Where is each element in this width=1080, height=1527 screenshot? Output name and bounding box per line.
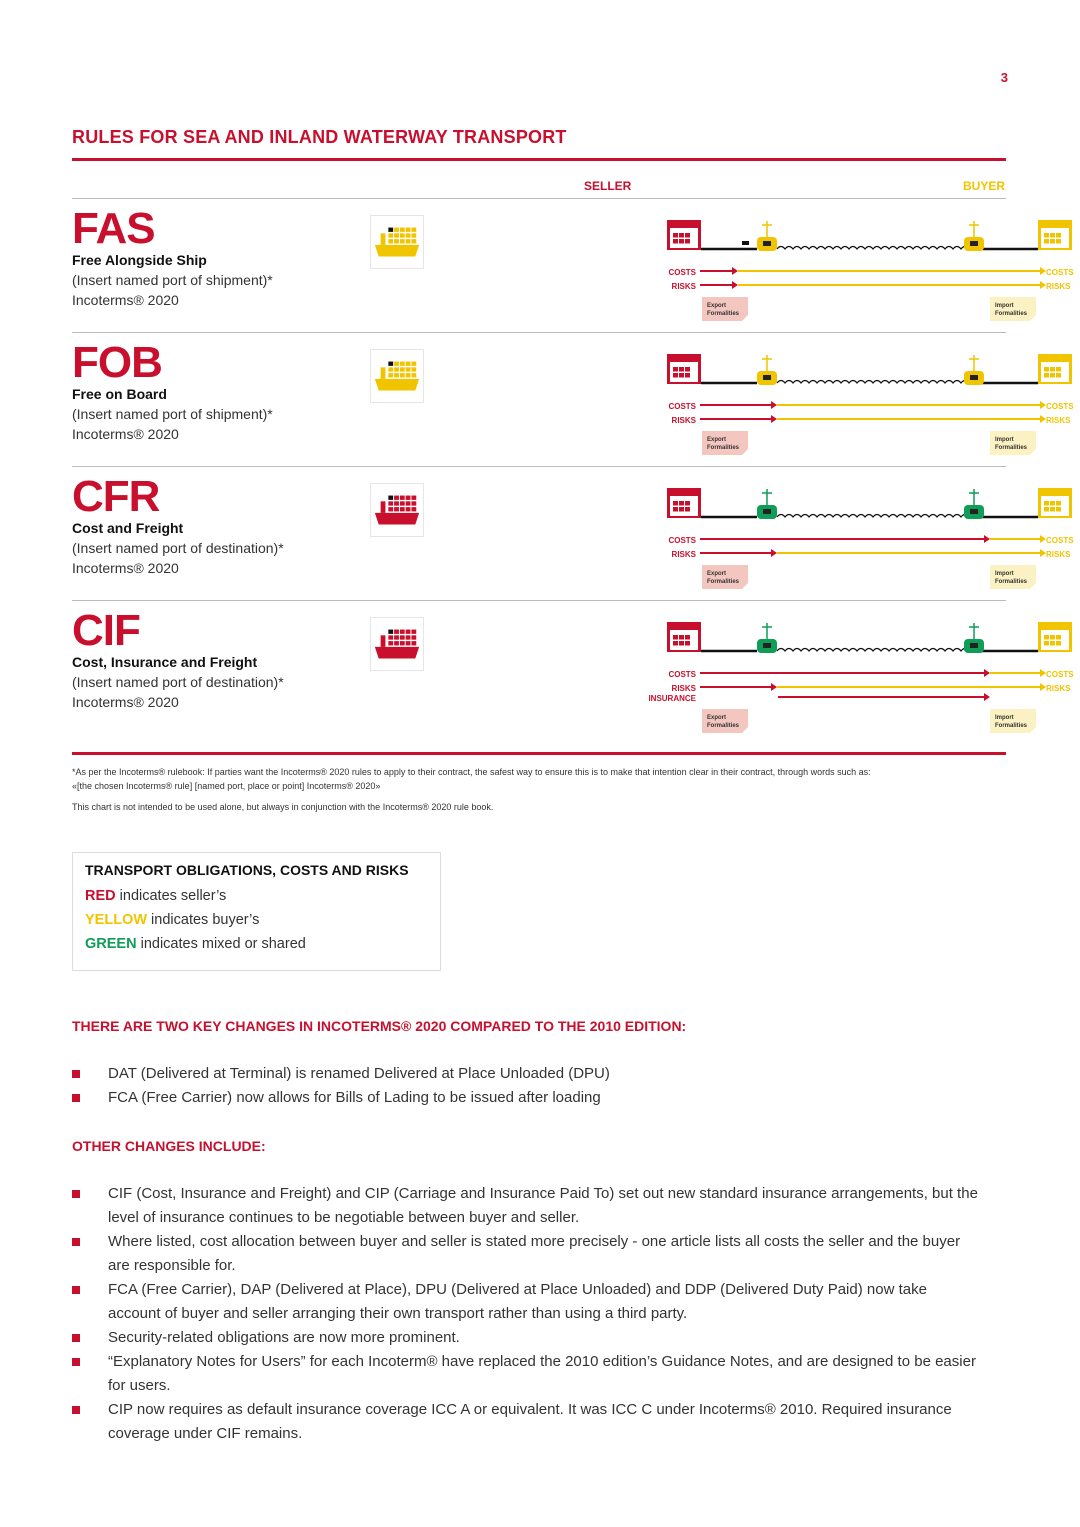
warehouse-door bbox=[670, 228, 698, 248]
container-block bbox=[394, 233, 399, 237]
container-block bbox=[388, 507, 393, 511]
key-changes-heading: THERE ARE TWO KEY CHANGES IN INCOTERMS® 2020 COMPARED TO THE 2010 EDITION: bbox=[72, 1018, 687, 1034]
container-block bbox=[400, 641, 405, 645]
container-block bbox=[411, 233, 416, 237]
container-block bbox=[400, 373, 405, 377]
container-block bbox=[388, 362, 393, 366]
container-block bbox=[400, 362, 405, 366]
import-formalities-text: Formalities bbox=[995, 311, 1028, 317]
rule-insert-text: (Insert named port of shipment)* bbox=[72, 406, 273, 422]
costs-label-buyer: COSTS bbox=[1046, 670, 1074, 679]
legend-yellow-text: indicates buyer’s bbox=[147, 912, 260, 928]
container-block bbox=[411, 635, 416, 639]
ship-container-icon bbox=[370, 349, 424, 403]
page-number: 3 bbox=[1000, 70, 1008, 85]
warehouse-box bbox=[1050, 239, 1055, 244]
legend-red-text: indicates seller’s bbox=[115, 888, 227, 904]
container-block bbox=[394, 496, 399, 500]
warehouse-box bbox=[1056, 233, 1061, 238]
container-block bbox=[388, 367, 393, 371]
container-block bbox=[406, 496, 411, 500]
seller-label: SELLER bbox=[584, 179, 632, 193]
warehouse-door bbox=[1041, 228, 1069, 248]
costs-label-buyer: COSTS bbox=[1046, 268, 1074, 277]
warehouse-box bbox=[679, 239, 684, 244]
costs-label-seller: COSTS bbox=[668, 268, 696, 277]
container-block bbox=[406, 233, 411, 237]
container-block bbox=[388, 228, 393, 232]
warehouse-box bbox=[673, 367, 678, 372]
export-formalities-text: Export bbox=[707, 437, 727, 443]
table-bottom-divider bbox=[72, 752, 1006, 755]
warehouse-box bbox=[1050, 635, 1055, 640]
export-formalities-tag bbox=[702, 709, 748, 733]
warehouse-box bbox=[1050, 501, 1055, 506]
container-block bbox=[411, 501, 416, 505]
import-formalities-text: Import bbox=[995, 437, 1014, 443]
warehouse-box bbox=[673, 641, 678, 646]
list-item: DAT (Delivered at Terminal) is renamed Delivered at Place Unloaded (DPU) bbox=[72, 1062, 1006, 1086]
export-formalities-text: Formalities bbox=[707, 445, 740, 451]
warehouse-box bbox=[1050, 507, 1055, 512]
rule-name: Free Alongside Ship bbox=[72, 252, 207, 268]
rule-insert-text: (Insert named port of shipment)* bbox=[72, 272, 273, 288]
rule-edition: Incoterms® 2020 bbox=[72, 292, 179, 308]
warehouse-box bbox=[1044, 501, 1049, 506]
export-formalities-tag bbox=[702, 565, 748, 589]
sea-wave bbox=[777, 649, 969, 652]
other-changes-heading: OTHER CHANGES INCLUDE: bbox=[72, 1138, 266, 1154]
rule-code: FAS bbox=[72, 204, 155, 253]
header-divider bbox=[72, 198, 1006, 199]
rule-insert-text: (Insert named port of destination)* bbox=[72, 540, 284, 556]
obligation-diagram bbox=[562, 473, 1074, 607]
container-block bbox=[406, 239, 411, 243]
legend-green-text: indicates mixed or shared bbox=[136, 936, 306, 952]
warehouse-box bbox=[673, 373, 678, 378]
export-formalities-text: Formalities bbox=[707, 579, 740, 585]
import-formalities-tag bbox=[990, 709, 1036, 733]
costs-arrow-seller-head bbox=[984, 669, 990, 677]
ship-container-icon bbox=[370, 483, 424, 537]
rule-name: Free on Board bbox=[72, 386, 167, 402]
import-formalities-tag bbox=[990, 297, 1036, 321]
port-ship-cargo bbox=[970, 375, 978, 380]
container-block bbox=[388, 635, 393, 639]
container-block bbox=[406, 641, 411, 645]
costs-label-seller: COSTS bbox=[668, 402, 696, 411]
port-ship-cargo bbox=[763, 375, 771, 380]
warehouse-box bbox=[1044, 239, 1049, 244]
risks-arrow-seller-head bbox=[771, 549, 777, 557]
risks-label-buyer: RISKS bbox=[1046, 550, 1071, 559]
container-block bbox=[400, 367, 405, 371]
risks-arrow-seller-head bbox=[771, 683, 777, 691]
warehouse-box bbox=[685, 501, 690, 506]
warehouse-box bbox=[679, 501, 684, 506]
container-block bbox=[388, 630, 393, 634]
buyer-label: BUYER bbox=[962, 179, 1005, 193]
warehouse-box bbox=[679, 373, 684, 378]
list-item: FCA (Free Carrier), DAP (Delivered at Place), DPU (Delivered at Place Unloaded) and DDP (Delivered Duty Paid) now take account of buyer and seller arranging their own transport rather than using a third party. bbox=[72, 1278, 982, 1326]
footnote-disclaimer: This chart is not intended to be used alone, but always in conjunction with the Incoterms® 2020 rule book. bbox=[72, 802, 494, 812]
bullet-square-icon bbox=[72, 1190, 80, 1198]
section-divider bbox=[72, 158, 1006, 161]
container-block bbox=[400, 233, 405, 237]
container-block bbox=[400, 496, 405, 500]
container-block bbox=[411, 362, 416, 366]
warehouse-door bbox=[1041, 496, 1069, 516]
container-block bbox=[394, 630, 399, 634]
container-block bbox=[388, 373, 393, 377]
warehouse-box bbox=[1050, 367, 1055, 372]
container-block bbox=[394, 635, 399, 639]
port-ship-cargo bbox=[763, 643, 771, 648]
ship-hull bbox=[375, 513, 419, 525]
export-formalities-text: Formalities bbox=[707, 723, 740, 729]
warehouse-box bbox=[1050, 641, 1055, 646]
warehouse-box bbox=[1050, 373, 1055, 378]
container-block bbox=[400, 501, 405, 505]
obligation-diagram bbox=[562, 205, 1074, 339]
list-item: FCA (Free Carrier) now allows for Bills of Lading to be issued after loading bbox=[72, 1086, 1006, 1110]
container-block bbox=[411, 630, 416, 634]
legend-green-word: GREEN bbox=[85, 936, 137, 952]
container-block bbox=[406, 630, 411, 634]
warehouse-box bbox=[673, 239, 678, 244]
warehouse-door bbox=[670, 630, 698, 650]
legend-title: TRANSPORT OBLIGATIONS, COSTS AND RISKS bbox=[85, 862, 409, 878]
costs-label-buyer: COSTS bbox=[1046, 536, 1074, 545]
list-item: Security-related obligations are now more prominent. bbox=[72, 1326, 982, 1350]
export-formalities-text: Formalities bbox=[707, 311, 740, 317]
container-block bbox=[406, 635, 411, 639]
risks-label-seller: RISKS bbox=[671, 282, 696, 291]
rule-divider bbox=[72, 600, 1006, 601]
bullet-square-icon bbox=[72, 1406, 80, 1414]
costs-label-seller: COSTS bbox=[668, 670, 696, 679]
port-ship-cargo bbox=[970, 509, 978, 514]
rule-edition: Incoterms® 2020 bbox=[72, 426, 179, 442]
container-block bbox=[411, 373, 416, 377]
list-item: CIF (Cost, Insurance and Freight) and CIP (Carriage and Insurance Paid To) set out new standard insurance arrangements, but the level of insurance continues to be negotiable between buyer and seller. bbox=[72, 1182, 982, 1230]
export-formalities-tag bbox=[702, 297, 748, 321]
warehouse-box bbox=[679, 635, 684, 640]
container-block bbox=[394, 367, 399, 371]
section-title: RULES FOR SEA AND INLAND WATERWAY TRANSPORT bbox=[72, 127, 567, 147]
rule-divider bbox=[72, 466, 1006, 467]
rule-divider bbox=[72, 332, 1006, 333]
risks-label-buyer: RISKS bbox=[1046, 416, 1071, 425]
container-block bbox=[394, 501, 399, 505]
rule-insert-text: (Insert named port of destination)* bbox=[72, 674, 284, 690]
import-formalities-text: Import bbox=[995, 715, 1014, 721]
rule-code: CFR bbox=[72, 472, 160, 521]
rule-cfr bbox=[72, 472, 1074, 607]
risks-label-seller: RISKS bbox=[671, 684, 696, 693]
risks-label-seller: RISKS bbox=[671, 550, 696, 559]
key-changes-list bbox=[72, 1062, 1006, 1110]
bullet-square-icon bbox=[72, 1094, 80, 1102]
container-block bbox=[411, 228, 416, 232]
rule-code: CIF bbox=[72, 606, 140, 655]
list-item: CIP now requires as default insurance coverage ICC A or equivalent. It was ICC C under Incoterms® 2010. Required insurance coverage under CIF remains. bbox=[72, 1398, 982, 1446]
container-block bbox=[411, 496, 416, 500]
container-block bbox=[411, 367, 416, 371]
container-block bbox=[394, 373, 399, 377]
warehouse-box bbox=[685, 367, 690, 372]
warehouse-box bbox=[673, 501, 678, 506]
warehouse-box bbox=[685, 507, 690, 512]
footnote bbox=[72, 765, 1006, 793]
warehouse-box bbox=[673, 507, 678, 512]
container-block bbox=[400, 635, 405, 639]
ship-container-icon bbox=[370, 617, 424, 671]
warehouse-box bbox=[1056, 239, 1061, 244]
costs-arrow-seller-head bbox=[732, 267, 738, 275]
warehouse-box bbox=[685, 239, 690, 244]
warehouse-box bbox=[679, 367, 684, 372]
container-block bbox=[406, 373, 411, 377]
obligation-diagram bbox=[562, 607, 1074, 741]
import-formalities-text: Import bbox=[995, 303, 1014, 309]
list-item: Where listed, cost allocation between buyer and seller is stated more precisely - one article lists all costs the seller and the buyer are responsible for. bbox=[72, 1230, 982, 1278]
warehouse-box bbox=[673, 233, 678, 238]
legend-red-word: RED bbox=[85, 888, 116, 904]
container-block bbox=[411, 239, 416, 243]
costs-label-buyer: COSTS bbox=[1046, 402, 1074, 411]
container-block bbox=[400, 507, 405, 511]
import-formalities-tag bbox=[990, 431, 1036, 455]
ship-glyph bbox=[371, 618, 423, 670]
warehouse-box bbox=[1056, 501, 1061, 506]
sea-wave bbox=[777, 247, 969, 250]
rule-edition: Incoterms® 2020 bbox=[72, 694, 179, 710]
ship-bridge bbox=[381, 367, 386, 379]
export-formalities-tag bbox=[702, 431, 748, 455]
port-ship-cargo bbox=[763, 509, 771, 514]
risks-arrow-seller-head bbox=[771, 415, 777, 423]
bullet-square-icon bbox=[72, 1334, 80, 1342]
warehouse-box bbox=[1044, 635, 1049, 640]
rule-fob bbox=[72, 338, 1074, 473]
risks-label-buyer: RISKS bbox=[1046, 684, 1071, 693]
container-block bbox=[400, 228, 405, 232]
risks-arrow-seller-head bbox=[732, 281, 738, 289]
warehouse-box bbox=[673, 635, 678, 640]
container-block bbox=[394, 239, 399, 243]
warehouse-box bbox=[679, 233, 684, 238]
obligation-diagram bbox=[562, 339, 1074, 473]
export-formalities-text: Export bbox=[707, 571, 727, 577]
insurance-arrow-head bbox=[984, 693, 990, 701]
warehouse-box bbox=[1056, 641, 1061, 646]
export-formalities-text: Export bbox=[707, 303, 727, 309]
ship-glyph bbox=[371, 350, 423, 402]
ship-glyph bbox=[371, 216, 423, 268]
footnote-line: *As per the Incoterms® rulebook: If parties want the Incoterms® 2020 rules to apply to their contract, the safest way to ensure this is to make that intention clear in their contract, through words such as: bbox=[72, 767, 871, 777]
rule-cif bbox=[72, 606, 1074, 741]
risks-label-seller: RISKS bbox=[671, 416, 696, 425]
warehouse-door bbox=[1041, 630, 1069, 650]
legend-yellow bbox=[85, 908, 428, 932]
container-block bbox=[394, 362, 399, 366]
sea-wave bbox=[777, 515, 969, 518]
legend-box bbox=[72, 852, 441, 971]
warehouse-box bbox=[1044, 507, 1049, 512]
warehouse-door bbox=[670, 362, 698, 382]
warehouse-box bbox=[1044, 373, 1049, 378]
ship-bridge bbox=[381, 635, 386, 647]
bullet-square-icon bbox=[72, 1286, 80, 1294]
warehouse-box bbox=[1050, 233, 1055, 238]
warehouse-box bbox=[1056, 507, 1061, 512]
rule-edition: Incoterms® 2020 bbox=[72, 560, 179, 576]
warehouse-box bbox=[1056, 367, 1061, 372]
risks-label-buyer: RISKS bbox=[1046, 282, 1071, 291]
warehouse-box bbox=[1044, 367, 1049, 372]
warehouse-door bbox=[1041, 362, 1069, 382]
footnote-line: «[the chosen Incoterms® rule] [named port, place or point] Incoterms® 2020» bbox=[72, 781, 381, 791]
container-block bbox=[394, 641, 399, 645]
sea-wave bbox=[777, 381, 969, 384]
costs-label-seller: COSTS bbox=[668, 536, 696, 545]
alongside-marker bbox=[742, 241, 749, 245]
port-ship-cargo bbox=[970, 643, 978, 648]
container-block bbox=[411, 507, 416, 511]
container-block bbox=[406, 501, 411, 505]
warehouse-box bbox=[1044, 641, 1049, 646]
warehouse-box bbox=[685, 641, 690, 646]
import-formalities-tag bbox=[990, 565, 1036, 589]
container-block bbox=[411, 641, 416, 645]
warehouse-box bbox=[1056, 635, 1061, 640]
costs-arrow-seller-head bbox=[771, 401, 777, 409]
container-block bbox=[406, 228, 411, 232]
container-block bbox=[388, 501, 393, 505]
container-block bbox=[400, 630, 405, 634]
rule-name: Cost, Insurance and Freight bbox=[72, 654, 258, 670]
legend-green bbox=[85, 932, 428, 956]
import-formalities-text: Formalities bbox=[995, 445, 1028, 451]
ship-bridge bbox=[381, 501, 386, 513]
container-block bbox=[394, 228, 399, 232]
legend-yellow-word: YELLOW bbox=[85, 912, 148, 928]
ship-hull bbox=[375, 647, 419, 659]
warehouse-box bbox=[685, 233, 690, 238]
ship-container-icon bbox=[370, 215, 424, 269]
bullet-square-icon bbox=[72, 1070, 80, 1078]
import-formalities-text: Formalities bbox=[995, 579, 1028, 585]
warehouse-box bbox=[685, 373, 690, 378]
bullet-square-icon bbox=[72, 1358, 80, 1366]
port-ship-cargo bbox=[763, 241, 771, 246]
warehouse-door bbox=[670, 496, 698, 516]
ship-hull bbox=[375, 245, 419, 257]
container-block bbox=[388, 239, 393, 243]
bullet-square-icon bbox=[72, 1238, 80, 1246]
import-formalities-text: Import bbox=[995, 571, 1014, 577]
ship-hull bbox=[375, 379, 419, 391]
port-ship-cargo bbox=[970, 241, 978, 246]
rule-fas bbox=[72, 204, 1074, 339]
ship-bridge bbox=[381, 233, 386, 245]
container-block bbox=[388, 496, 393, 500]
import-formalities-text: Formalities bbox=[995, 723, 1028, 729]
warehouse-box bbox=[1044, 233, 1049, 238]
warehouse-box bbox=[679, 507, 684, 512]
insurance-label: INSURANCE bbox=[648, 694, 696, 703]
rule-code: FOB bbox=[72, 338, 162, 387]
container-block bbox=[388, 641, 393, 645]
legend-red bbox=[85, 884, 428, 908]
rule-name: Cost and Freight bbox=[72, 520, 184, 536]
warehouse-box bbox=[685, 635, 690, 640]
container-block bbox=[406, 362, 411, 366]
costs-arrow-seller-head bbox=[984, 535, 990, 543]
container-block bbox=[400, 239, 405, 243]
ship-glyph bbox=[371, 484, 423, 536]
export-formalities-text: Export bbox=[707, 715, 727, 721]
list-item: “Explanatory Notes for Users” for each Incoterm® have replaced the 2010 edition’s Guidance Notes, and are designed to be easier for users. bbox=[72, 1350, 982, 1398]
container-block bbox=[388, 233, 393, 237]
warehouse-box bbox=[1056, 373, 1061, 378]
other-changes-list bbox=[72, 1182, 982, 1446]
container-block bbox=[406, 507, 411, 511]
warehouse-box bbox=[679, 641, 684, 646]
container-block bbox=[406, 367, 411, 371]
container-block bbox=[394, 507, 399, 511]
